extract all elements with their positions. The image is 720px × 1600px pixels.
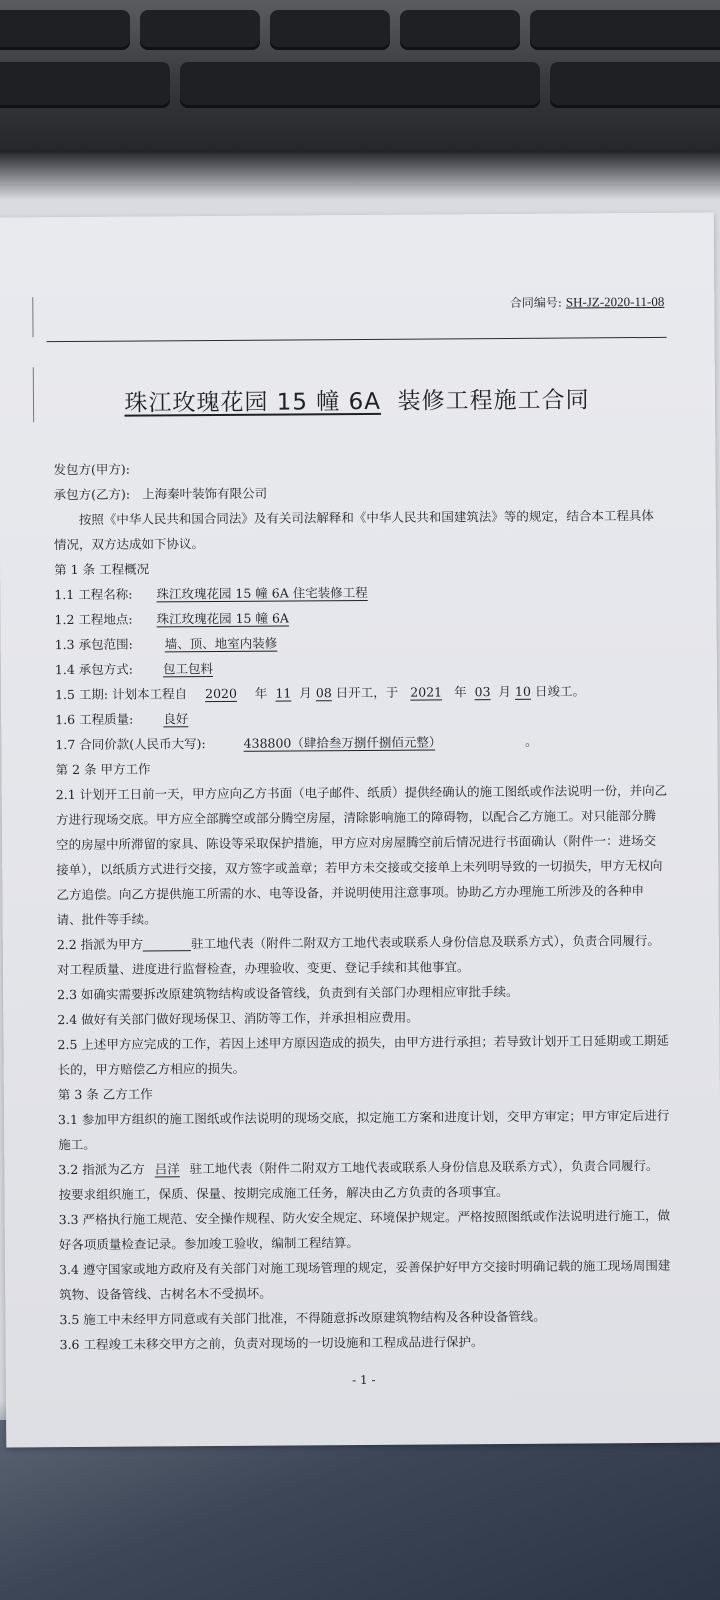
item-1-5 bbox=[55, 678, 667, 707]
item-1-4-value: 包工包料 bbox=[162, 661, 213, 677]
month-char: 月 bbox=[498, 683, 512, 700]
item-1-6-label: 1.6 工程质量: bbox=[55, 711, 134, 728]
keyboard-background bbox=[0, 0, 720, 150]
desk-background bbox=[0, 1420, 720, 1600]
item-1-2-label: 1.2 工程地点: bbox=[54, 611, 133, 628]
start-year: 2020 bbox=[205, 685, 237, 702]
contract-page bbox=[0, 213, 720, 1448]
article2-heading: 第 2 条 甲方工作 bbox=[55, 761, 151, 778]
start-month: 11 bbox=[275, 685, 292, 701]
item-1-7-value: 438800（肆拾叁万捌仟捌佰元整） bbox=[243, 734, 436, 751]
item-2-2-text: 驻工地代表（附件二附双方工地代表或联系人身份信息及联系方式），负责合同履行。对工程质量、进度进行监督检查，办理验收、变更、登记手续和其他事宜。 bbox=[56, 932, 660, 978]
keyboard-key bbox=[0, 62, 170, 108]
margin-mark bbox=[32, 297, 33, 337]
representative-name: 吕洋 bbox=[154, 1161, 180, 1177]
blank-field bbox=[143, 936, 191, 951]
end-year: 2021 bbox=[410, 684, 443, 700]
item-1-5-prefix: 1.5 工期: 计划本工程自 bbox=[54, 686, 188, 703]
contract-number-label: 合同编号: bbox=[509, 295, 562, 310]
year-char: 年 bbox=[454, 684, 467, 700]
keyboard-key bbox=[400, 10, 520, 50]
item-1-1-value: 珠江玫瑰花园 15 幢 6A 住宅装修工程 bbox=[156, 584, 368, 602]
item-2-5: 2.5 上述甲方应完成的工作，若因上述甲方原因造成的损失，由甲方进行承担；若导致计划开工日延期或工期延长的，甲方赔偿乙方相应的损失。 bbox=[57, 1032, 669, 1078]
article1-heading: 第 1 条 工程概况 bbox=[54, 561, 150, 578]
item-1-7-label: 1.7 合同价款(人民币大写): bbox=[55, 736, 206, 753]
item-3-2-text: 驻工地代表（附件二附双方工地代表或联系人身份信息及联系方式），负责合同履行。按要求组织施工，保质、保量、按期完成施工任务，解决由乙方负责的各项事宜。 bbox=[58, 1157, 659, 1203]
party-b-value: 上海秦叶装饰有限公司 bbox=[141, 485, 268, 502]
item-3-5: 3.5 施工中未经甲方同意或有关部门批准，不得随意拆改原建筑物结构及各种设备管线。 bbox=[59, 1308, 546, 1328]
item-1-3-label: 1.3 承包范围: bbox=[54, 636, 133, 653]
item-2-2 bbox=[57, 928, 669, 982]
contract-document bbox=[0, 213, 720, 1448]
intro-paragraph: 按照《中华人民共和国合同法》及有关司法解释和《中华人民共和国建筑法》等的规定，结合本工程具体情况，双方达成如下协议。 bbox=[53, 507, 654, 553]
month-char: 月 bbox=[299, 685, 312, 701]
item-2-1: 2.1 计划开工日前一天，甲方应向乙方书面（电子邮件、纸质）提供经确认的施工图纸或作法说明一份，并向乙方进行现场交底。甲方应全部腾空或部分腾空房屋，清除影响施工的障碍物，以配合乙方施工。对只能部分腾空的房屋中所滞留的家具、陈设等采取保护措施，甲方应对房屋腾空前后情况进行书面确认（附件一：进场交接单），以纸质方式进行交接，双方签字或盖章；若甲方未交接或交接单上未列明导致的一切损失，甲方无权向乙方追偿。向乙方提供施工所需的水、电等设备，并说明使用注意事项。协助乙方办理施工所涉及的各种申请、批件等手续。 bbox=[55, 782, 668, 928]
end-suffix: 日竣工。 bbox=[534, 683, 585, 699]
contract-number bbox=[510, 293, 665, 311]
party-b-label: 承包方(乙方): bbox=[53, 486, 131, 503]
keyboard-key bbox=[530, 10, 720, 50]
item-2-2-prefix: 2.2 指派为甲方 bbox=[56, 936, 144, 953]
item-3-2-prefix: 3.2 指派为乙方 bbox=[58, 1161, 145, 1178]
keyboard-key bbox=[550, 62, 720, 108]
item-3-1: 3.1 参加甲方组织的施工图纸或作法说明的现场交底，拟定施工方案和进度计划，交甲方审定；甲方审定后进行施工。 bbox=[57, 1107, 670, 1153]
start-suffix: 日开工，于 bbox=[335, 684, 399, 701]
item-3-3: 3.3 严格执行施工规范、安全操作规程、防火安全规定、环境保护规定。严格按照图纸或作法说明进行施工，做好各项质量检查记录。参加竣工验收，编制工程结算。 bbox=[58, 1207, 671, 1253]
title-contract-type: 装修工程施工合同 bbox=[397, 387, 590, 415]
item-1-7-end: 。 bbox=[525, 733, 538, 749]
item-3-2 bbox=[58, 1153, 670, 1207]
article3-heading: 第 3 条 乙方工作 bbox=[57, 1086, 153, 1103]
item-3-4: 3.4 遵守国家或地方政府及有关部门对施工现场管理的规定，妥善保护好甲方交接时明确记载的施工现场周围建筑物、设备管线、古树名木不受损坏。 bbox=[59, 1257, 671, 1303]
title-project: 珠江玫瑰花园 15 幢 6A bbox=[124, 388, 382, 417]
end-month: 03 bbox=[474, 684, 491, 700]
item-1-1-label: 1.1 工程名称: bbox=[54, 586, 133, 603]
item-1-3-value: 墙、顶、地室内装修 bbox=[164, 635, 278, 652]
keyboard-key bbox=[0, 10, 130, 50]
start-day: 08 bbox=[315, 685, 332, 701]
item-2-4: 2.4 做好有关部门做好现场保卫、消防等工作，并承担相应费用。 bbox=[57, 1009, 419, 1028]
item-3-6: 3.6 工程竣工未移交甲方之前，负责对现场的一切设施和工程成品进行保护。 bbox=[59, 1334, 484, 1353]
item-1-2-value: 珠江玫瑰花园 15 幢 6A bbox=[156, 610, 289, 627]
page-title bbox=[0, 381, 715, 419]
header-divider bbox=[47, 337, 667, 342]
year-char: 年 bbox=[254, 685, 268, 701]
contract-number-value: SH-JZ-2020-11-08 bbox=[565, 293, 665, 310]
party-a-label: 发包方(甲方): bbox=[53, 461, 130, 478]
page-number: - 1 - bbox=[352, 1372, 376, 1388]
contract-body bbox=[53, 453, 671, 1357]
item-1-6-value: 良好 bbox=[163, 711, 189, 727]
item-1-4-label: 1.4 承包方式: bbox=[54, 661, 134, 678]
keyboard-key bbox=[140, 10, 260, 50]
end-day: 10 bbox=[514, 683, 531, 699]
keyboard-key bbox=[270, 10, 390, 50]
keyboard-key bbox=[180, 62, 540, 108]
item-2-3: 2.3 如确实需要拆改原建筑物结构或设备管线，负责到有关部门办理相应审批手续。 bbox=[57, 983, 519, 1003]
